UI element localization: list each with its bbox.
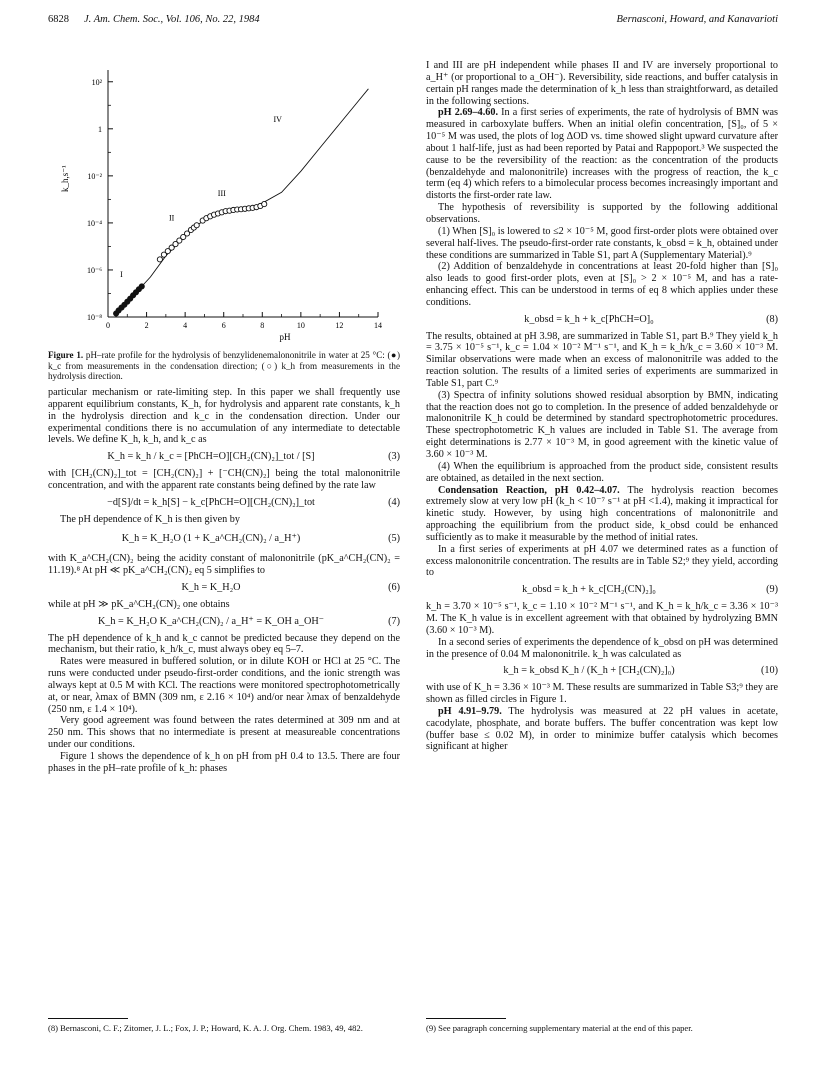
x-tick-label: 2 (144, 321, 149, 330)
data-point (157, 257, 162, 262)
phase-label: II (168, 213, 175, 223)
y-tick-label: 10² (91, 77, 102, 87)
paragraph: (2) Addition of benzaldehyde in concentrations at least 20-fold higher than [S]₀ also leads to good first-order plots, even at [S]₀ > 2 × 10⁻⁵ M, and has a rate-enhancing effect. This can be understood in terms of eq 8 which applies under these conditions. (426, 261, 778, 308)
x-tick-label: 8 (260, 321, 265, 330)
paragraph: k_h = 3.70 × 10⁻⁵ s⁻¹, k_c = 1.10 × 10⁻² M⁻¹ s⁻¹, and K_h = k_h/k_c = 3.36 × 10⁻³ M. The K_h value is in excellent agreement with that obtained by hydrolyzing BMN (3.60 × 10⁻³ M). (426, 601, 778, 636)
equation-3: K_h = k_h / k_c = [PhCH=O][CH₂(CN)₂]_tot / [S] (3) (107, 451, 400, 463)
x-axis-label: pH (279, 332, 291, 342)
equation-4: −d[S]/dt = k_h[S] − k_c[PhCH=O][CH₂(CN)₂]_tot (4) (107, 496, 400, 508)
paragraph: with K_a^CH₂(CN)₂ being the acidity constant of malononitrile (pK_a^CH₂(CN)₂ = 11.19).⁸ At pH ≪ pK_a^CH₂(CN)₂ eq 5 simplifies to (48, 553, 400, 577)
equation-7: K_h = K_H₂O K_a^CH₂(CN)₂ / a_H⁺ = K_OH a_OH⁻ (7) (97, 615, 400, 627)
paragraph: I and III are pH independent while phases II and IV are inversely proportional to a_H⁺ (or proportional to a_OH⁻). Reversibility, side reactions, and buffer catalysis in certain pH ranges made the determination of k_h less than straightforward, as detailed in the following sections. (426, 60, 778, 107)
paragraph: with use of K_h = 3.36 × 10⁻³ M. These results are summarized in Table S3;⁹ they are shown as filled circles in Figure 1. (426, 682, 778, 706)
paragraph: (4) When the equilibrium is approached from the product side, consistent results are obtained, as detailed in the next section. (426, 460, 778, 484)
running-authors: Bernasconi, Howard, and Kanavarioti (616, 14, 778, 25)
x-tick-label: 6 (221, 321, 226, 330)
y-axis-label: k_h,s⁻¹ (60, 165, 70, 192)
equation-10: k_h = k_obsd K_h / (K_h + [CH₂(CN)₂]₀) (10) (503, 665, 778, 677)
paragraph: Figure 1 shows the dependence of k_h on pH from pH 0.4 to 13.5. There are four phases in the pH–rate profile of k_h: phases (48, 750, 400, 774)
footnote-rule (426, 1018, 506, 1019)
caption-text: pH–rate profile for the hydrolysis of benzylidenemalononitrile in water at 25 °C: (●) k_c from measurements in the condensation direction; (○) k_h from measurements in the hydrolysis direction. (48, 350, 400, 381)
x-tick-label: 12 (335, 321, 344, 330)
footnote-8: (8) Bernasconi, C. F.; Zitomer, J. L.; Fox, J. P.; Howard, K. A. J. Org. Chem. 1983, 49, 482. (48, 1023, 363, 1033)
paragraph: The pH dependence of k_h and k_c cannot be predicted because they depend on the mechanism, but their ratio, k_h/k_c, must always obey eq 5–7. (48, 632, 400, 656)
paragraph: while at pH ≫ pK_a^CH₂(CN)₂ one obtains (48, 598, 230, 610)
paragraph: particular mechanism or rate-limiting step. In this paper we shall frequently use apparent equilibrium constants, K_h, for hydrolysis and apparent rate constants, k_h in the hydrolysis direction and k_c in the condensation direction. Under our experimental conditions there is no accumulation of any intermediate to detectable levels. We define K_h, k_h, and k_c as (48, 387, 400, 446)
figure-caption (48, 350, 400, 382)
section-heading: Condensation Reaction, pH 0.42–4.07. (438, 484, 620, 496)
y-tick-label: 10⁻² (87, 171, 102, 181)
chart-ticks (87, 78, 382, 330)
paragraph: (1) When [S]₀ is lowered to ≤2 × 10⁻⁵ M, good first-order plots were obtained over several half-lives. The pseudo-first-order rate constants, k_obsd = k_h, obtained under these conditions are summarized in Table S1, part A (Supplementary Material).⁹ (426, 225, 778, 261)
paragraph: (3) Spectra of infinity solutions showed residual absorption by BMN, indicating that the reaction does not go to completion. In the presence of added benzaldehyde or malononitrile K_h could be determined by standard spectrophotometric procedures. These spectrophotometric K_h values are included in Table S1. The average from eight determinations is 2.77 × 10⁻³ M, in good agreement with the kinetic value of 3.60 × 10⁻³ M. (426, 389, 778, 460)
section-heading: pH 4.91–9.79. (438, 705, 502, 717)
paragraph: The results, obtained at pH 3.98, are summarized in Table S1, part B.⁹ They yield k_h = 3.75 × 10⁻⁵ s⁻¹, k_c = 1.04 × 10⁻² M⁻¹ s⁻¹, and K_h = k_h/k_c = 3.60 × 10⁻³ M. Similar observations were made when an excess of malononitrile was added to the reaction solution. The results of a limited series of experiments are summarized in Table S1, part C.⁹ (426, 330, 778, 389)
y-tick-label: 10⁻⁶ (86, 265, 102, 275)
right-column (426, 60, 778, 753)
y-tick-label: 10⁻⁴ (86, 218, 102, 228)
chart-axes (108, 70, 378, 317)
footnote-9: (9) See paragraph concerning supplementary material at the end of this paper. (426, 1023, 693, 1033)
equation-8: k_obsd = k_h + k_c[PhCH=O]₀ (8) (524, 313, 778, 325)
paragraph: In a second series of experiments the dependence of k_obsd on pH was determined in the presence of 0.04 M malononitrile. k_h was calculated as (426, 636, 778, 660)
profile-curve (116, 89, 369, 315)
page-number: 6828 (48, 14, 69, 25)
phase-label: III (217, 188, 226, 198)
paragraph: pH 4.91–9.79. The hydrolysis was measured at 22 pH values in acetate, cacodylate, phosphate, and borate buffers. The buffer concentration was kept low (buffer base ≤ 0.02 M), in order to minimize buffer catalysis which becomes significant at higher (426, 705, 778, 753)
paragraph: Condensation Reaction, pH 0.42–4.07. The hydrolysis reaction becomes extremely slow at very low pH (k_h < 10⁻⁷ s⁻¹ at pH <1.4), making it impractical for kinetic study. However, by using high concentrations of malononitrile and approaching the equilibrium from the product side, k_obsd could be enhanced sufficiently as to make it measurable by the method of initial rates. (426, 484, 778, 543)
paragraph: The hypothesis of reversibility is supported by the following additional observations. (426, 202, 778, 225)
paragraph: The pH dependence of K_h is then given by (60, 513, 240, 525)
equation-5: K_h = K_H₂O (1 + K_a^CH₂(CN)₂ / a_H⁺) (5) (121, 533, 400, 545)
footnote-rule (48, 1018, 128, 1019)
paragraph: with [CH₂(CN)₂]_tot = [CH₂(CN)₂] + [⁻CH(CN)₂] being the total malononitrile concentration, and with the apparent rate constants being defined by the rate law (48, 468, 400, 491)
paragraph: In a first series of experiments at pH 4.07 we determined rates as a function of excess malononitrile concentration. The results are in Table S2;⁹ they yield, according to (426, 543, 778, 579)
data-point (262, 201, 267, 206)
paragraph: Very good agreement was found between the rates determined at 309 nm and at 250 nm. This shows that no intermediate is present at measureable concentrations under our conditions. (48, 715, 400, 751)
data-point (194, 223, 199, 228)
x-tick-label: 14 (374, 321, 382, 330)
figure-1 (48, 62, 400, 344)
y-tick-label: 10⁻⁸ (86, 313, 102, 322)
section-heading: pH 2.69–4.60. (438, 107, 498, 119)
equation-9: k_obsd = k_h + k_c[CH₂(CN)₂]₀ (9) (522, 584, 778, 596)
running-header (48, 14, 778, 28)
paragraph: Rates were measured in buffered solution, or in dilute KOH or HCl at 25 °C. The runs were conducted under pseudo-first-order conditions, and the ionic strength was always kept at 0.5 M with KCl. The reactions were monitored spectrophotometrically at, or near, λmax of BMN (309 nm, ε 2.16 × 10⁴) and/or near λmax of benzaldehyde (250 nm, ε 1.4 × 10⁴). (48, 656, 400, 715)
paragraph: pH 2.69–4.60. In a first series of experiments, the rate of hydrolysis of BMN was measured in carboxylate buffers. When an initial olefin concentration, [S]₀, of 5 × 10⁻⁵ M was used, the plots of log ΔOD vs. time showed slight upward curvature after about 1 half-life, just as had been reported by Patai and Rappoport.³ We suspected the cause to be the reversibility of the reaction: as the concentration of the products (benzaldehyde and malononitrile) increases with the progress of reaction, the k_c term (eq 4) which refers to a bimolecular process becomes increasingly important and distorts the first-order rate law. (426, 107, 778, 202)
chart-marks (114, 89, 369, 316)
x-tick-label: 0 (106, 321, 110, 330)
phase-label: IV (273, 114, 282, 124)
equation-6: K_h = K_H₂O (6) (181, 581, 400, 593)
left-column (48, 387, 400, 775)
y-tick-label: 1 (98, 124, 102, 134)
journal-citation: J. Am. Chem. Soc., Vol. 106, No. 22, 1984 (84, 14, 260, 25)
x-tick-label: 4 (183, 321, 188, 330)
data-point (139, 284, 144, 289)
phase-label: I (120, 270, 123, 280)
caption-label: Figure 1. (48, 350, 84, 360)
ph-rate-profile-chart (48, 62, 400, 344)
x-tick-label: 10 (296, 321, 305, 330)
